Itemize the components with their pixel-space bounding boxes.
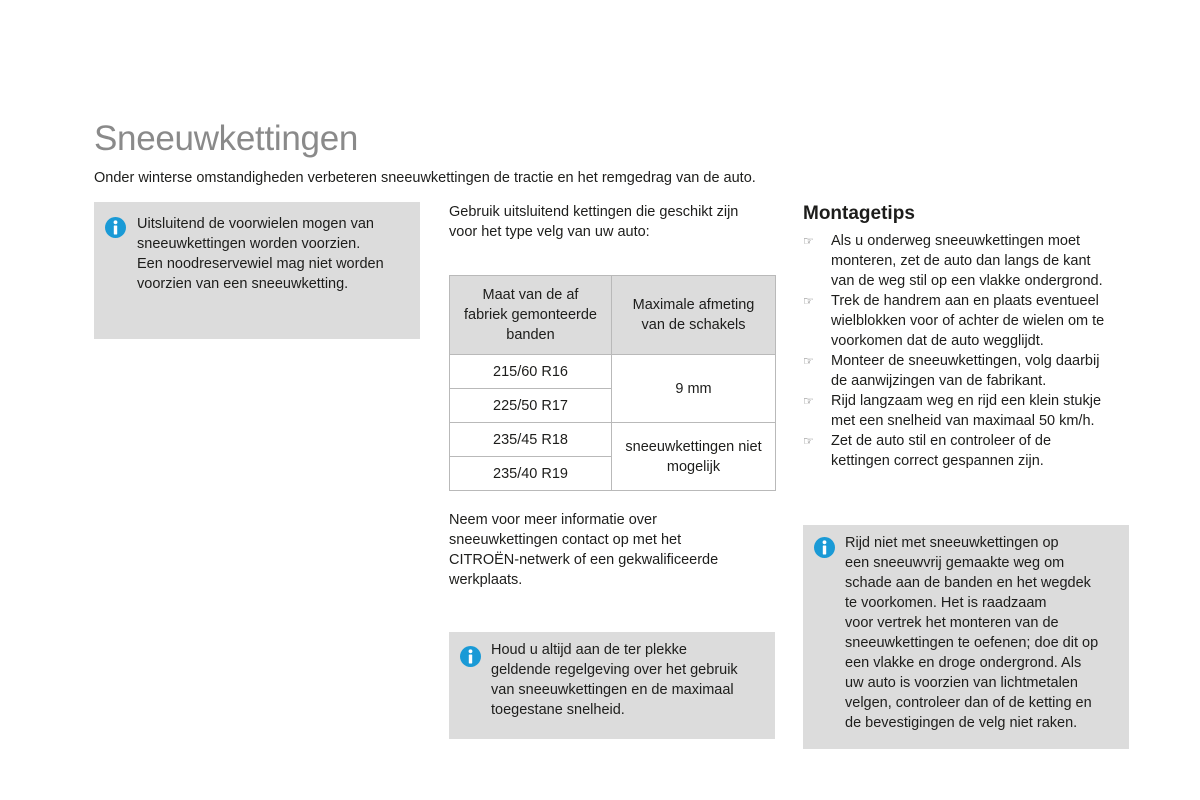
info-icon — [460, 646, 481, 667]
intro-text: Onder winterse omstandigheden verbeteren sneeuwkettingen de tractie en het remgedrag van de auto. — [94, 170, 756, 186]
pointing-hand-icon: ☞ — [803, 234, 814, 248]
table-header-row — [450, 276, 776, 355]
info-box-text: Uitsluitend de voorwielen mogen van sneeuwkettingen worden voorzien. Een noodreservewiel mag niet worden voorzien van een sneeuwketting. — [137, 216, 384, 292]
chain-usage-text: Gebruik uitsluitend kettingen die geschikt zijn voor het type velg van uw auto: — [449, 204, 739, 240]
pointing-hand-icon: ☞ — [803, 354, 814, 368]
info-box-front-wheels — [94, 202, 420, 339]
pointing-hand-icon: ☞ — [803, 394, 814, 408]
list-item: ☞ Trek de handrem aan en plaats eventueel wielblokken voor of achter de wielen om te voorkomen dat de auto wegglijdt. — [803, 293, 1105, 349]
table-cell-link-size: sneeuwkettingen niet mogelijk — [612, 423, 776, 491]
info-box-text: Houd u altijd aan de ter plekke geldende regelgeving over het gebruik van sneeuwkettingen en de maximaal toegestane snelheid. — [491, 642, 738, 718]
table-header-tyre-size: Maat van de af fabriek gemonteerde banden — [450, 276, 612, 355]
table-row — [450, 423, 776, 457]
pointing-hand-icon: ☞ — [803, 434, 814, 448]
info-icon — [105, 217, 126, 238]
section-heading-montagetips: Montagetips — [803, 203, 915, 224]
mounting-tips-list — [803, 231, 1133, 471]
info-box-text: Rijd niet met sneeuwkettingen op een sneeuwvrij gemaakte weg om schade aan de banden en het wegdek te voorkomen. Het is raadzaam voor vertrek het monteren van de sneeuwkettingen te oefenen; doe dit op een vlakke en droge ondergrond. Als uw auto is voorzien van lichtmetalen velgen, controleer dan of de ketting en de bevestigingen de velg niet raken. — [845, 535, 1099, 731]
table-header-link-size: Maximale afmeting van de schakels — [612, 276, 776, 355]
table-cell-size: 235/40 R19 — [450, 457, 612, 491]
page-title: Sneeuwkettingen — [94, 119, 359, 158]
table-cell-size: 215/60 R16 — [450, 355, 612, 389]
info-box-regulations — [449, 632, 775, 739]
table-row — [450, 355, 776, 389]
list-item: ☞ Monteer de sneeuwkettingen, volg daarbij de aanwijzingen van de fabrikant. — [803, 353, 1100, 389]
more-info-text: Neem voor meer informatie over sneeuwkettingen contact op met het CITROËN-netwerk of een gekwalificeerde werkplaats. — [449, 512, 719, 588]
table-cell-size: 235/45 R18 — [450, 423, 612, 457]
info-box-snow-free-road — [803, 525, 1129, 749]
list-item: ☞ Zet de auto stil en controleer of de kettingen correct gespannen zijn. — [803, 433, 1052, 469]
pointing-hand-icon: ☞ — [803, 294, 814, 308]
table-cell-size: 225/50 R17 — [450, 389, 612, 423]
chain-size-table — [449, 275, 776, 491]
list-item: ☞ Rijd langzaam weg en rijd een klein stukje met een snelheid van maximaal 50 km/h. — [803, 393, 1102, 429]
table-cell-link-size: 9 mm — [612, 355, 776, 423]
list-item: ☞ Als u onderweg sneeuwkettingen moet monteren, zet de auto dan langs de kant van de weg stil op een vlakke ondergrond. — [803, 233, 1103, 289]
info-icon — [814, 537, 835, 558]
